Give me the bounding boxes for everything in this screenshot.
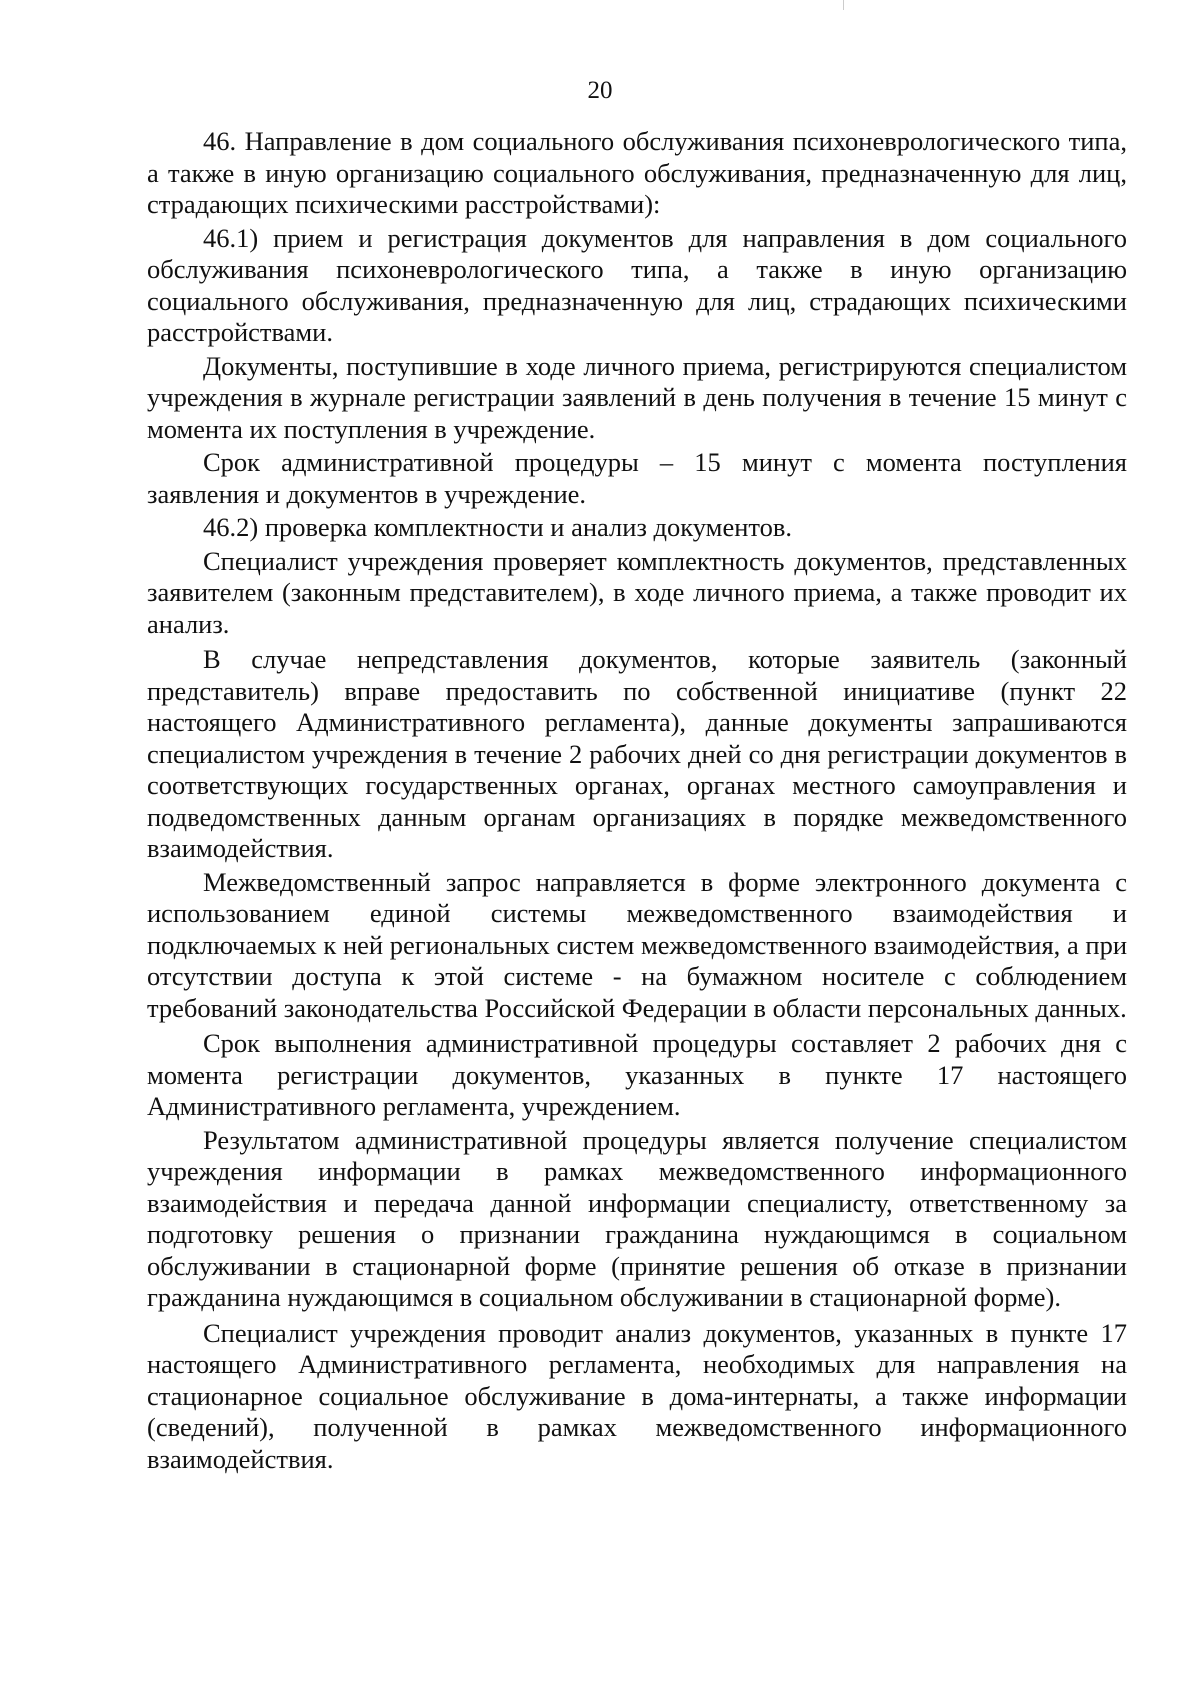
document-body	[147, 126, 1127, 1475]
page-number: 20	[587, 77, 613, 104]
paragraph-46-2: 46.2) проверка комплектности и анализ документов.	[203, 512, 793, 542]
paragraph-documents-registration: Документы, поступившие в ходе личного приема, регистрируются специалистом учреждения в журнале регистрации заявлений в день получения в течение 15 минут с момента их поступления в учреждение.	[147, 350, 1127, 444]
paragraph-procedure-term-1: Срок административной процедуры – 15 минут с момента поступления заявления и документов в учреждение.	[147, 447, 1127, 509]
paragraph-documents-analysis: Специалист учреждения проводит анализ документов, указанных в пункте 17 настоящего Административного регламента, необходимых для направления на стационарное социальное обслуживание в дома-интернаты, а также информации (сведений), полученной в рамках межведомственного информационного взаимодействия.	[147, 1317, 1127, 1474]
paragraph-non-submission: В случае непредставления документов, которые заявитель (законный представитель) вправе предоставить по собственной инициативе (пункт 22 настоящего Административного регламента), данные документы запрашиваются специалистом учреждения в течение 2 рабочих дней со дня регистрации документов в соответствующих государственных органах, органах местного самоуправления и подведомственных данным органам организациях в порядке межведомственного взаимодействия.	[147, 644, 1127, 863]
paragraph-procedure-result: Результатом административной процедуры является получение специалистом учреждения информации в рамках межведомственного информационного взаимодействия и передача данной информации специалисту, ответственному за подготовку решения о признании гражданина нуждающимся в социальном обслуживании в стационарной форме (принятие решения об отказе в признании гражданина нуждающимся в социальном обслуживании в стационарной форме).	[147, 1124, 1127, 1312]
paragraph-46-heading: 46. Направление в дом социального обслуживания психоневрологического типа, а также в иную организацию социального обслуживания, предназначенную для лиц, страдающих психическими расстройствами):	[147, 126, 1127, 219]
paragraph-46-1: 46.1) прием и регистрация документов для направления в дом социального обслуживания психоневрологического типа, а также в иную организацию социального обслуживания, предназначенную для лиц, страдающих психическими расстройствами.	[147, 222, 1127, 347]
paragraph-interagency-request: Межведомственный запрос направляется в форме электронного документа с использованием единой системы межведомственного взаимодействия и подключаемых к ней региональных систем межведомственного взаимодействия, а при отсутствии доступа к этой системе - на бумажном носителе с соблюдением требований законодательства Российской Федерации в области персональных данных.	[147, 866, 1127, 1023]
scan-artifact	[843, 0, 844, 10]
paragraph-completeness-check: Специалист учреждения проверяет комплектность документов, представленных заявителем (законным представителем), в ходе личного приема, а также проводит их анализ.	[147, 545, 1127, 639]
paragraph-procedure-term-2: Срок выполнения административной процедуры составляет 2 рабочих дня с момента регистрации документов, указанных в пункте 17 настоящего Административного регламента, учреждением.	[147, 1028, 1127, 1121]
